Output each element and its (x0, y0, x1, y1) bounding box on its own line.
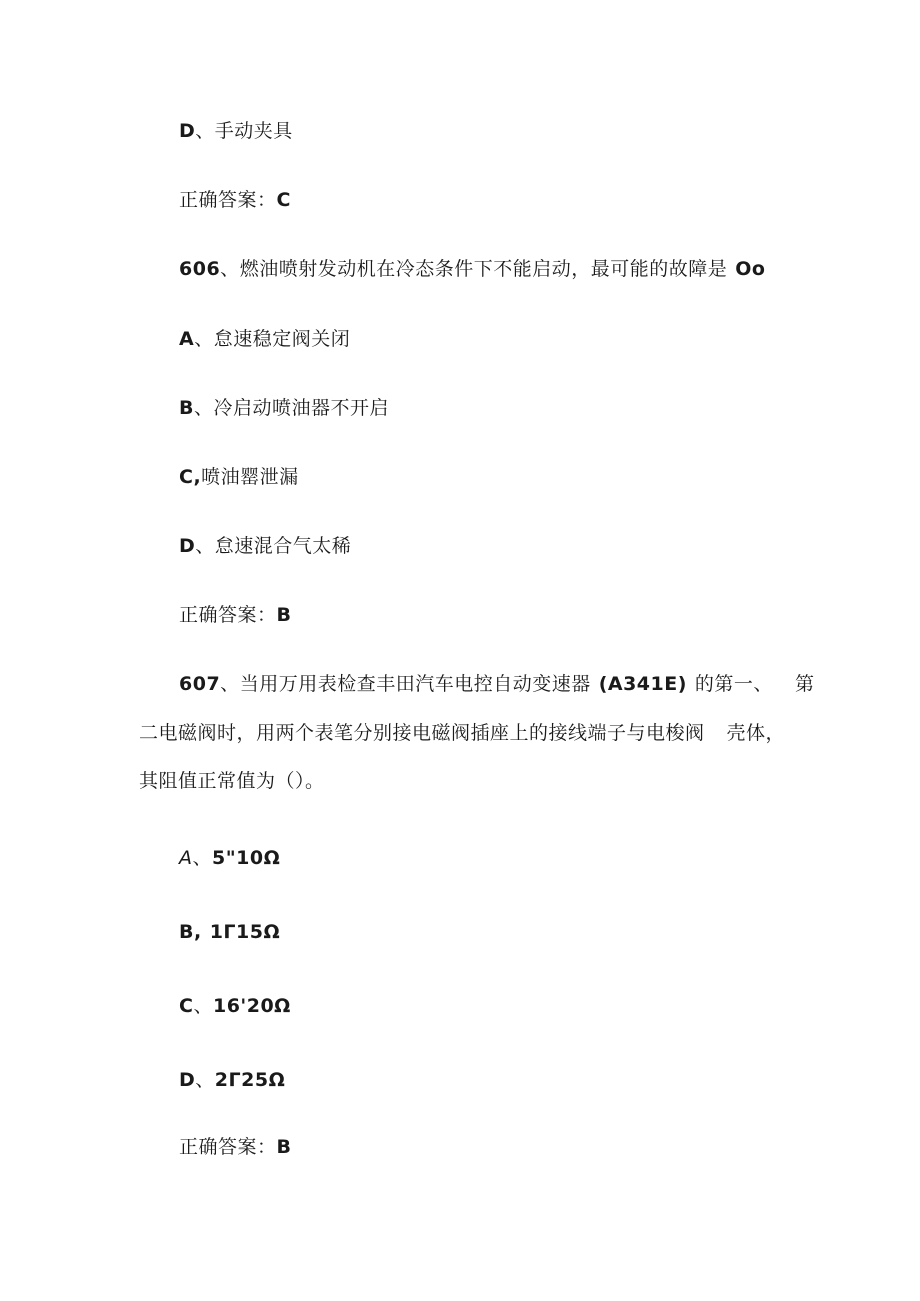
answer-label: 正确答案： (179, 189, 277, 211)
answer-label: 正确答案： (179, 604, 277, 626)
option-separator: 、 (194, 328, 214, 350)
option-text: 怠速稳定阀关闭 (213, 328, 351, 350)
option-prefix: D (179, 1069, 196, 1091)
option-prefix: C (179, 995, 194, 1017)
question-stem-part: 当用万用表检查丰田汽车电控自动变速器 (239, 673, 591, 695)
question-stem-tail: Oo (735, 258, 766, 280)
question-stem-model: (A341E) (598, 673, 687, 695)
question-606-option-a (179, 328, 350, 350)
option-text: 手动夹具 (214, 120, 293, 142)
question-stem-part: 的第一、 (694, 673, 773, 695)
question-stem-part: 二电磁阀时，用两个表笔分别接电磁阀插座上的接线端子与电梭阀 (139, 722, 705, 744)
question-606-option-c (179, 466, 299, 488)
question-number: 606 (179, 258, 221, 280)
option-prefix: B (179, 397, 194, 419)
option-separator: 、 (193, 995, 213, 1017)
question-607-answer (179, 1136, 292, 1158)
option-separator: 、 (195, 535, 215, 557)
question-606-answer (179, 604, 292, 626)
option-separator: 、 (195, 120, 215, 142)
answer-value: C (276, 189, 291, 211)
question-stem-part: 第 (794, 673, 815, 695)
question-607-option-a (179, 847, 280, 869)
option-prefix: B, (179, 921, 202, 943)
option-text: 冷启动喷油器不开启 (213, 397, 390, 419)
question-607-option-d (179, 1069, 285, 1091)
option-text: 喷油罂泄漏 (201, 466, 299, 488)
question-606-option-b (179, 397, 389, 419)
answer-label: 正确答案： (179, 1136, 277, 1158)
answer-value: B (276, 604, 292, 626)
option-prefix: A (179, 328, 195, 350)
option-prefix: D (179, 120, 196, 142)
option-d-prev (179, 120, 293, 142)
option-separator: 、 (195, 1069, 215, 1091)
question-number: 607 (179, 673, 221, 695)
option-text: 怠速混合气太稀 (214, 535, 352, 557)
option-separator: 、 (193, 397, 214, 419)
question-607-option-b (179, 921, 280, 943)
answer-value: B (276, 1136, 292, 1158)
option-prefix: C, (179, 466, 202, 488)
option-text: 1Γ15Ω (209, 921, 281, 943)
question-separator: 、 (220, 258, 240, 280)
question-607-stem-line-3 (139, 770, 325, 792)
option-text: 16'20Ω (212, 995, 291, 1017)
answer-prev (179, 189, 291, 211)
question-606-stem (179, 258, 765, 280)
question-stem-part: 其阻值正常值为（）。 (139, 770, 325, 792)
question-607-option-c (179, 995, 291, 1017)
question-stem-part: 壳体， (726, 722, 786, 744)
option-text: 2Γ25Ω (214, 1069, 286, 1091)
question-607-stem-line-1 (179, 673, 814, 695)
question-separator: 、 (220, 673, 240, 695)
option-prefix: D (179, 535, 196, 557)
question-606-option-d (179, 535, 351, 557)
option-text: 5"10Ω (212, 847, 281, 869)
option-separator: 、 (192, 847, 213, 869)
question-607-stem-line-2 (139, 722, 785, 744)
option-prefix: A (179, 847, 193, 869)
question-stem: 燃油喷射发动机在冷态条件下不能启动，最可能的故障是 (239, 258, 728, 280)
